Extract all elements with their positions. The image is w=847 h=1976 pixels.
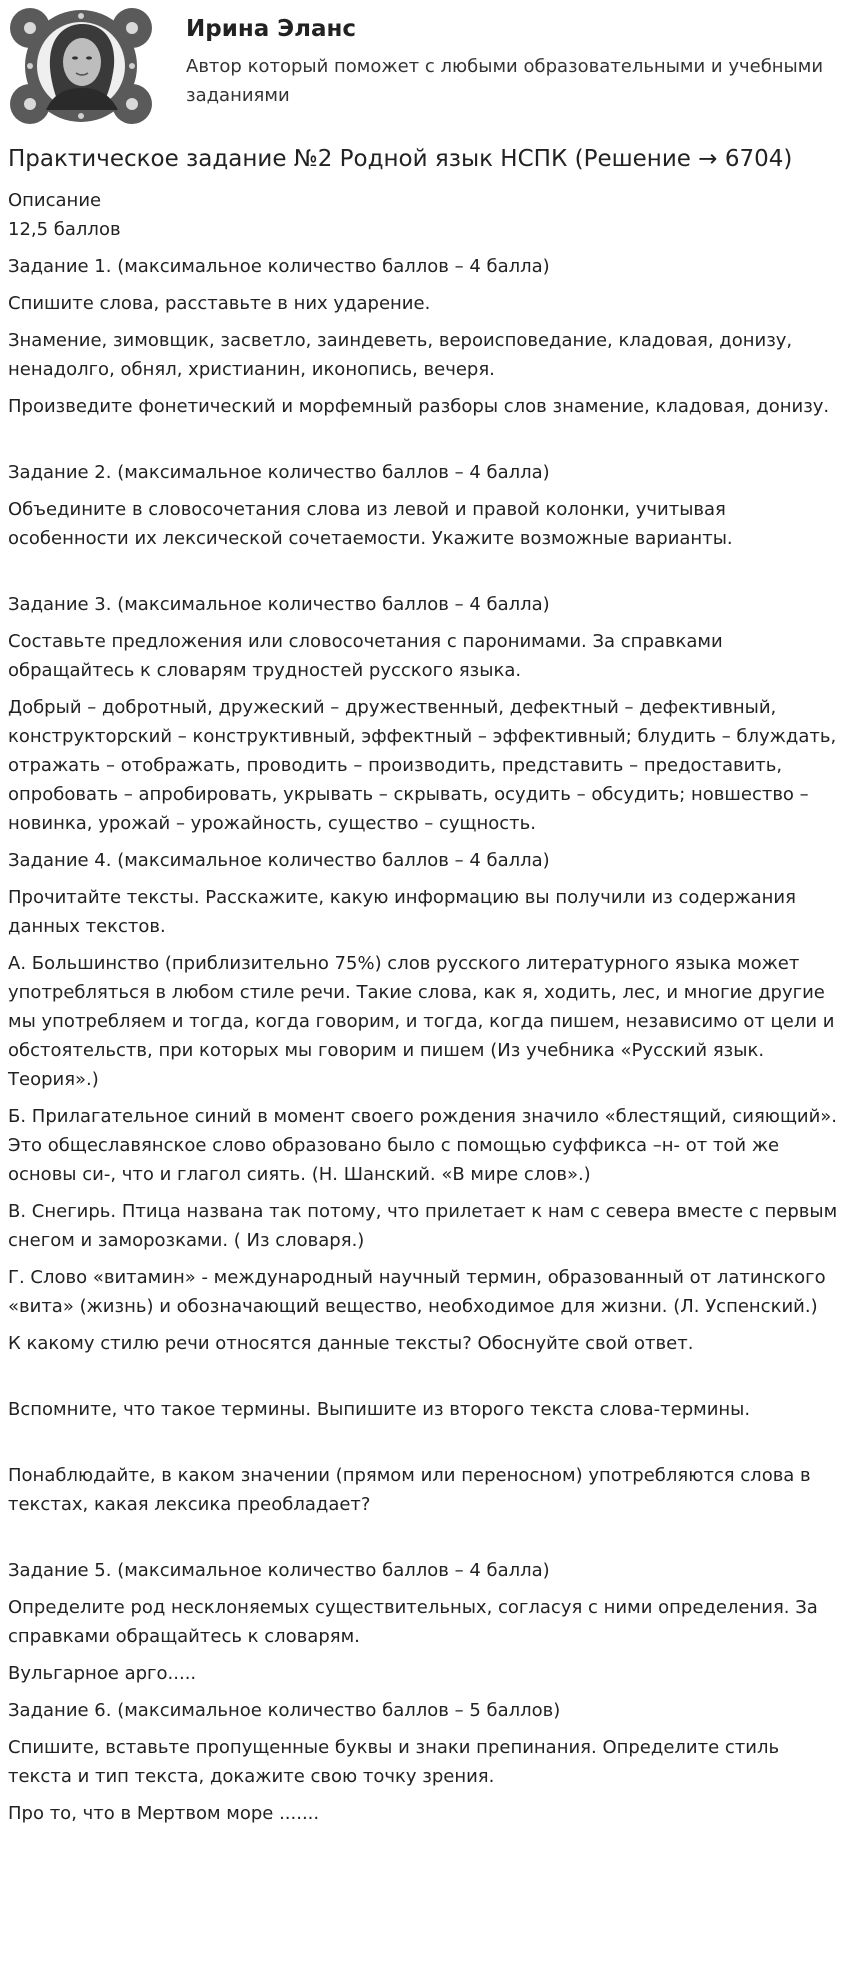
task-paragraph: Произведите фонетический и морфемный разборы слов знамение, кладовая, донизу.: [8, 396, 830, 417]
task-paragraph: Спишите, вставьте пропущенные буквы и знаки препинания. Определите стиль текста и тип текста, докажите свою точку зрения.: [8, 1737, 780, 1787]
page-title: Практическое задание №2 Родной язык НСПК (Решение → 6704): [8, 146, 793, 172]
task-paragraph: Спишите слова, расставьте в них ударение.: [8, 293, 431, 314]
author-avatar[interactable]: [8, 6, 154, 126]
author-card: [8, 6, 838, 126]
points-value: 12,5 баллов: [8, 219, 121, 240]
task-heading: Задание 4. (максимальное количество баллов – 4 балла): [8, 850, 550, 871]
task-paragraph: Про то, что в Мертвом море .......: [8, 1803, 320, 1824]
task-heading: Задание 5. (максимальное количество баллов – 4 балла): [8, 1560, 550, 1581]
task-paragraph: Составьте предложения или словосочетания с паронимами. За справками обращайтесь к словарям трудностей русского языка.: [8, 631, 723, 681]
author-description: Автор который поможет с любыми образовательными и учебными заданиями: [186, 56, 824, 106]
task-paragraph: Понаблюдайте, в каком значении (прямом или переносном) употребляются слова в текстах, какая лексика преобладает?: [8, 1465, 811, 1515]
task-paragraph: К какому стилю речи относятся данные тексты? Обоснуйте свой ответ.: [8, 1333, 694, 1354]
author-name[interactable]: Ирина Эланс: [186, 16, 357, 42]
task-paragraph: Добрый – добротный, дружеский – дружественный, дефектный – дефективный, конструкторский – конструктивный, эффектный – эффективный; блудить – блуждать, отражать – отображать, проводить – производить, представить – предоставить, опробовать – апробировать, укрывать – скрывать, осудить – обсудить; новшество – новинка, урожай – урожайность, существо – сущность.: [8, 697, 837, 834]
task-paragraph: Знамение, зимовщик, засветло, заиндеветь, вероисповедание, кладовая, донизу, ненадолго, обнял, христианин, иконопись, вечеря.: [8, 330, 793, 380]
task-paragraph: Вульгарное арго.....: [8, 1663, 197, 1684]
task-paragraph: А. Большинство (приблизительно 75%) слов русского литературного языка может употребляться в любом стиле речи. Такие слова, как я, ходить, лес, и многие другие мы употребляем и тогда, когда говорим, и тогда, когда пишем, независимо от цели и обстоятельств, при которых мы говорим и пишем (Из учебника «Русский язык. Теория».): [8, 953, 835, 1090]
task-paragraph: Определите род несклоняемых существительных, согласуя с ними определения. За справками обращайтесь к словарям.: [8, 1597, 818, 1647]
task-heading: Задание 3. (максимальное количество баллов – 4 балла): [8, 594, 550, 615]
task-heading: Задание 2. (максимальное количество баллов – 4 балла): [8, 462, 550, 483]
description-label: Описание: [8, 190, 102, 211]
task-paragraph: В. Снегирь. Птица названа так потому, что прилетает к нам с севера вместе с первым снегом и заморозками. ( Из словаря.): [8, 1201, 838, 1251]
task-heading: Задание 6. (максимальное количество баллов – 5 баллов): [8, 1700, 561, 1721]
task-paragraph: Г. Слово «витамин» - международный научный термин, образованный от латинского «вита» (жизнь) и обозначающий вещество, необходимое для жизни. (Л. Успенский.): [8, 1267, 826, 1317]
task-paragraph: Вспомните, что такое термины. Выпишите из второго текста слова-термины.: [8, 1399, 751, 1420]
task-paragraph: Объедините в словосочетания слова из левой и правой колонки, учитывая особенности их лексической сочетаемости. Укажите возможные варианты.: [8, 499, 733, 549]
task-paragraph: Прочитайте тексты. Расскажите, какую информацию вы получили из содержания данных текстов.: [8, 887, 796, 937]
task-heading: Задание 1. (максимальное количество баллов – 4 балла): [8, 256, 550, 277]
task-paragraph: Б. Прилагательное синий в момент своего рождения значило «блестящий, сияющий». Это общеславянское слово образовано было с помощью суффикса –н- от той же основы си-, что и глагол сиять. (Н. Шанский. «В мире слов».): [8, 1106, 838, 1185]
task-content: [8, 186, 840, 1836]
